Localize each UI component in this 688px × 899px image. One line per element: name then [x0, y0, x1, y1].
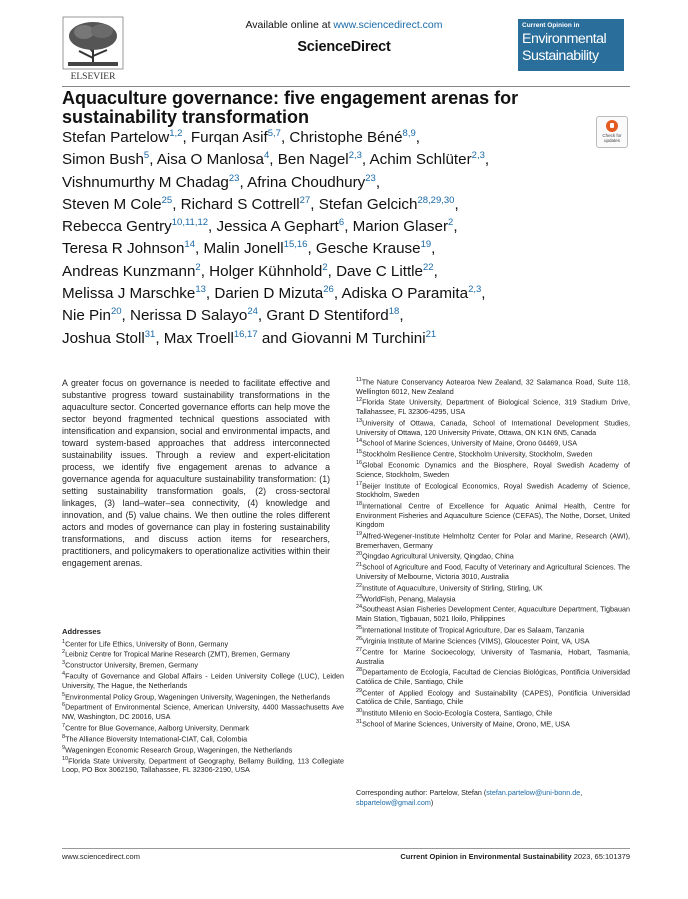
address-entry	[356, 687, 630, 707]
address-number: 3	[62, 660, 66, 667]
address-text: Qingdao Agricultural University, Qingdao, China	[362, 551, 514, 561]
author-name: Stefan Gelcich	[318, 195, 418, 213]
author-affiliation-ref[interactable]: 5,7	[267, 128, 281, 139]
corresponding-suffix: )	[430, 797, 434, 807]
addresses-heading: Addresses	[62, 627, 101, 636]
author-separator: ,	[453, 218, 458, 236]
address-text: Southeast Asian Fisheries Development Center, Aquaculture Department, Tigbauan Main Station, Tigbauan, 5021 Iloilo, Philippines	[356, 604, 630, 624]
address-entry	[356, 624, 630, 635]
author-name: Richard S Cottrell	[180, 195, 300, 213]
address-entry	[62, 733, 344, 744]
address-number: 12	[356, 397, 363, 404]
footer-website: www.sciencedirect.com	[62, 852, 140, 861]
author-separator: ,	[310, 195, 319, 213]
author-separator: ,	[200, 262, 210, 280]
address-text: Virginia Institute of Marine Sciences (VIMS), Gloucester Point, VA, USA	[362, 636, 590, 646]
address-number: 18	[356, 500, 363, 507]
address-number: 19	[356, 530, 363, 537]
author-separator: ,	[327, 262, 337, 280]
author-name: Nie Pin	[62, 307, 111, 325]
address-number: 2	[62, 649, 66, 656]
address-entry	[356, 603, 630, 623]
author-separator: ,	[205, 285, 215, 303]
address-number: 27	[356, 646, 363, 653]
author-separator: ,	[415, 129, 420, 146]
address-text: Center of Applied Ecology and Sustainability (CAPES), Pontificia Universidad Católica de Chile, Santiago, Chile	[356, 687, 630, 707]
email-link-primary[interactable]: stefan.partelow@uni-bonn.de	[486, 788, 581, 797]
address-number: 24	[356, 604, 363, 611]
author-separator: and	[257, 329, 292, 347]
address-text: School of Marine Sciences, University of Maine, Orono, ME, USA	[362, 719, 570, 729]
author-affiliation-ref[interactable]: 10,11,12	[171, 217, 209, 229]
author-affiliation-ref[interactable]: 23	[365, 172, 376, 184]
author-separator: ,	[481, 285, 486, 303]
email-link-secondary[interactable]: sbpartelow@gmail.com	[356, 797, 431, 807]
address-entry	[356, 459, 630, 479]
address-number: 11	[356, 377, 362, 383]
author-name: Holger Kühnhold	[209, 262, 323, 280]
author-affiliation-ref[interactable]: 18	[388, 306, 400, 318]
check-updates-label: Check for updates	[602, 133, 622, 143]
address-number: 22	[356, 582, 363, 589]
address-entry	[356, 646, 630, 666]
address-text: Institute of Aquaculture, University of Stirling, Stirling, UK	[362, 583, 543, 592]
address-text: School of Agriculture and Food, Faculty of Veterinary and Agricultural Sciences. The University of Melbourne, Victoria 3010, Australia	[356, 562, 630, 582]
address-number: 5	[62, 691, 66, 698]
author-separator: ,	[375, 173, 381, 191]
address-number: 28	[356, 667, 363, 674]
address-number: 30	[356, 707, 363, 714]
author-separator: ,	[361, 151, 370, 169]
address-number: 21	[356, 562, 363, 569]
address-text: Global Economic Dynamics and the Biosphere, Royal Swedish Academy of Science, Stockholm, Sweden	[356, 460, 630, 479]
journal-title-line-2: Sustainability	[522, 48, 599, 64]
address-entry	[356, 718, 630, 729]
author-name: Darien D Mizuta	[214, 285, 324, 303]
author-affiliation-ref[interactable]: 19	[420, 239, 432, 251]
address-text: Centre for Blue Governance, Aalborg University, Denmark	[65, 723, 250, 733]
author-affiliation-ref[interactable]: 27	[299, 194, 311, 206]
article-title: Aquaculture governance: five engagement arenas for sustainability transformation	[62, 88, 519, 127]
address-entry	[356, 550, 630, 561]
author-separator: ,	[280, 129, 290, 146]
author-name: Furqan Asif	[190, 129, 268, 146]
author-separator: ,	[433, 262, 438, 280]
author-separator: ,	[195, 240, 204, 258]
author-affiliation-ref[interactable]: 20	[110, 306, 122, 318]
address-entry	[62, 701, 344, 721]
check-for-updates-badge[interactable]	[596, 116, 628, 148]
author-affiliation-ref[interactable]: 2	[322, 261, 328, 273]
address-number: 14	[356, 438, 363, 445]
address-entry	[356, 417, 630, 437]
author-separator: ,	[484, 151, 490, 169]
publisher-name: ELSEVIER	[70, 72, 116, 82]
author-separator: ,	[239, 173, 248, 191]
address-entry	[356, 448, 630, 459]
author-name: Rebecca Gentry	[62, 218, 172, 236]
address-entry	[356, 635, 630, 646]
address-number: 20	[356, 551, 363, 558]
address-entry	[62, 722, 344, 733]
author-separator: ,	[307, 240, 316, 258]
corresponding-author	[356, 788, 630, 807]
address-entry	[356, 396, 630, 416]
addresses-left	[62, 627, 344, 775]
author-affiliation-ref[interactable]: 2,3	[471, 150, 485, 162]
author-affiliation-ref[interactable]: 21	[425, 328, 437, 340]
address-text: Centre for Marine Socioecology, University of Tasmania, Hobart, Tasmania, Australia	[356, 647, 630, 666]
author-name: Malin Jonell	[203, 240, 284, 258]
address-number: 25	[356, 624, 363, 631]
address-text: School of Marine Sciences, University of Maine, Orono 04469, USA	[362, 438, 578, 448]
author-affiliation-ref[interactable]: 2	[448, 217, 454, 229]
author-name: Simon Bush	[62, 151, 144, 169]
address-number: 23	[356, 593, 363, 600]
author-name: Marion Glaser	[352, 218, 449, 236]
address-text: Florida State University, Department of Biological Science, 319 Stadium Drive, Tallahassee, FL 32306-4295, USA	[356, 397, 630, 417]
address-entry	[356, 666, 630, 686]
journal-large-title	[522, 31, 606, 65]
address-text: WorldFish, Penang, Malaysia	[362, 593, 456, 603]
bookmark-icon	[606, 120, 618, 132]
author-name: Adiska O Paramita	[341, 285, 469, 303]
author-name: Achim Schlüter	[369, 151, 472, 169]
author-name: Andreas Kunzmann	[62, 262, 196, 280]
footer-citation	[330, 852, 630, 861]
author-affiliation-ref[interactable]: 22	[423, 261, 434, 273]
corresponding-separator: ,	[580, 788, 583, 797]
author-separator: ,	[182, 129, 191, 146]
author-name: Melissa J Marschke	[62, 285, 196, 303]
address-entry	[356, 437, 630, 448]
address-text: Faculty of Governance and Global Affairs - Leiden University College (LUC), Leiden University, The Hague, the Netherlands	[62, 671, 344, 691]
corresponding-prefix: Corresponding author: Partelow, Stefan (	[356, 788, 487, 797]
address-entry	[356, 561, 630, 581]
address-entry	[356, 707, 630, 718]
address-entry	[62, 638, 344, 649]
header-divider	[62, 86, 630, 87]
author-name: Afrina Choudhury	[247, 173, 366, 191]
address-entry	[62, 744, 344, 755]
author-name: Grant D Stentiford	[266, 307, 389, 325]
address-text: Wageningen Economic Research Group, Wageningen, the Netherlands	[65, 745, 293, 755]
author-separator: ,	[155, 329, 164, 347]
address-entry	[356, 376, 630, 396]
author-affiliation-ref[interactable]: 4	[264, 150, 270, 162]
address-text: The Alliance Bioversity International-CIAT, Cali, Colombia	[65, 734, 248, 744]
addresses-right	[356, 376, 630, 729]
available-prefix: Available online at	[245, 19, 334, 31]
address-entry	[62, 648, 344, 659]
author-name: Joshua Stoll	[62, 329, 145, 347]
author-separator: ,	[333, 285, 342, 303]
address-number: 16	[356, 460, 363, 467]
author-affiliation-ref[interactable]: 15,16	[283, 239, 308, 251]
address-entry	[62, 659, 344, 670]
author-separator: ,	[269, 151, 278, 169]
address-number: 4	[62, 671, 66, 678]
author-name: Stefan Partelow	[62, 129, 170, 146]
address-text: International Institute of Tropical Agriculture, Dar es Salaam, Tanzania	[362, 625, 585, 635]
author-affiliation-ref[interactable]: 2,3	[348, 150, 362, 162]
address-text: Alfred-Wegener-Institute Helmholtz Center for Polar and Marine, Research (AWI), Bremerhaven, Germany	[356, 531, 630, 550]
abstract: A greater focus on governance is needed to facilitate effective and substantive progress toward sustainability transformations in the aquaculture sector. Concerted governance efforts can help move the sector beyond fragmented technical questions associated with intensification and expansion, social and environmental impacts, and toward system-based approaches that address interconnected sustainability issues. Through a review and expert-elicitation process, we identify five engagement arenas to advance a governance agenda for aquaculture sustainability transformation: (1) setting sustainability transformation goals, (2) cross-sectoral linkages, (3) land–water–sea connectivity, (4) knowledge and innovation, and (5) value chains. We then outline the roles different actors and modes of governance can play in fostering sustainability transformations, and discuss action items for researchers, practitioners, and policymakers to operationalize activities within their engagement arenas.	[62, 378, 330, 569]
address-entry	[62, 691, 344, 702]
author-affiliation-ref[interactable]: 16,17	[233, 328, 258, 340]
footer-divider	[62, 848, 630, 849]
address-text: Departamento de Ecología, Facultad de Ciencias Biológicas, Pontificia Universidad Católica de Chile, Santiago, Chile	[356, 667, 630, 686]
author-separator: ,	[149, 151, 157, 169]
address-entry	[62, 755, 344, 775]
address-text: Center for Life Ethics, University of Bonn, Germany	[65, 638, 229, 648]
author-affiliation-ref[interactable]: 8,9	[402, 128, 416, 139]
author-affiliation-ref[interactable]: 2	[195, 261, 201, 273]
author-affiliation-ref[interactable]: 28,29,30	[417, 194, 455, 206]
author-affiliation-ref[interactable]: 26	[323, 284, 334, 296]
address-number: 8	[62, 733, 66, 740]
address-number: 17	[356, 480, 363, 487]
address-text: Instituto Milenio en Socio-Ecología Costera, Santiago, Chile	[362, 708, 553, 718]
author-name: Jessica A Gephart	[216, 218, 339, 236]
author-name: Teresa R Johnson	[62, 240, 185, 258]
author-separator: ,	[399, 307, 404, 325]
author-affiliation-ref[interactable]: 14	[184, 239, 195, 251]
author-list	[62, 127, 582, 350]
address-text: Environmental Policy Group, Wageningen University, Wageningen, the Netherlands	[65, 691, 331, 701]
address-entry	[356, 480, 630, 500]
author-name: Dave C Little	[336, 262, 424, 280]
address-number: 6	[62, 702, 66, 709]
address-text: Leibniz Centre for Tropical Marine Research (ZMT), Bremen, Germany	[65, 649, 290, 659]
address-entry	[356, 593, 630, 604]
author-separator: ,	[431, 240, 436, 258]
author-separator: ,	[121, 307, 130, 325]
author-name: Giovanni M Turchini	[291, 329, 426, 347]
address-number: 15	[356, 449, 363, 456]
author-name: Christophe Béné	[289, 129, 403, 146]
platform-name: ScienceDirect	[297, 39, 391, 55]
author-name: Ben Nagel	[277, 151, 349, 169]
address-number: 9	[62, 744, 66, 751]
author-affiliation-ref[interactable]: 2,3	[468, 284, 482, 296]
author-affiliation-ref[interactable]: 23	[228, 172, 240, 184]
address-text: Constructor University, Bremen, Germany	[65, 660, 198, 670]
address-entry	[356, 582, 630, 593]
author-affiliation-ref[interactable]: 13	[195, 284, 206, 296]
author-separator: ,	[172, 195, 181, 213]
address-number: 26	[356, 635, 363, 642]
author-name: Nerissa D Salayo	[130, 307, 248, 325]
journal-small-title: Current Opinion in	[522, 22, 580, 29]
address-number: 29	[356, 687, 363, 694]
author-name: Max Troell	[163, 329, 234, 347]
address-entry	[356, 500, 630, 530]
author-affiliation-ref[interactable]: 31	[144, 328, 156, 340]
author-affiliation-ref[interactable]: 5	[143, 150, 150, 162]
address-number: 1	[62, 638, 66, 645]
address-text: Stockholm Resilience Centre, Stockholm University, Stockholm, Sweden	[362, 449, 593, 459]
author-name: Vishnumurthy M Chadag	[62, 173, 229, 191]
author-separator: ,	[257, 307, 267, 325]
address-number: 13	[356, 417, 363, 424]
address-number: 7	[62, 722, 66, 729]
author-name: Steven M Cole	[62, 195, 162, 213]
address-text: Beijer Institute of Ecological Economics, Royal Swedish Academy of Science, Stockholm, Sweden	[356, 480, 630, 500]
address-text: International Centre of Excellence for Aquatic Animal Health, Centre for Environment Fisheries and Aquaculture Science (CEFAS), The Nothe, Dorset, United Kingdom	[356, 501, 630, 530]
address-number: 31	[356, 718, 363, 725]
author-name: Gesche Krause	[315, 240, 421, 258]
author-name: Aisa O Manlosa	[156, 151, 264, 169]
address-entry	[356, 530, 630, 550]
author-separator: ,	[208, 218, 217, 236]
journal-cover	[518, 19, 624, 71]
author-affiliation-ref[interactable]: 1,2	[169, 128, 183, 139]
address-text: Department of Environmental Science, American University, 4400 Massachusetts Ave NW, Washington, DC 20016, USA	[62, 702, 344, 722]
address-list-left	[62, 638, 344, 775]
author-affiliation-ref[interactable]: 6	[338, 217, 345, 229]
author-affiliation-ref[interactable]: 24	[247, 306, 258, 318]
address-text: The Nature Conservancy Aotearoa New Zealand, 32 Salamanca Road, Suite 118, Wellington 6012, New Zealand	[356, 377, 630, 396]
author-separator: ,	[454, 195, 459, 213]
footer-journal: Current Opinion in Environmental Sustainability	[400, 852, 572, 861]
address-entry	[62, 670, 344, 690]
author-separator: ,	[344, 218, 353, 236]
address-number: 10	[62, 755, 69, 762]
address-text: Florida State University, Department of Geography, Bellamy Building, 113 Collegiate Loop, PO Box 3062190, Tallahassee, FL 32306-2190, USA	[62, 755, 344, 775]
address-text: University of Ottawa, Canada, School of International Development Studies, University of Ottawa, 120 University Private, Ottawa, ON K1N 6N5, Canada	[356, 418, 630, 437]
footer-volume: 2023, 65:101379	[571, 852, 630, 861]
author-affiliation-ref[interactable]: 25	[161, 194, 173, 206]
sciencedirect-link[interactable]: www.sciencedirect.com	[333, 19, 443, 31]
journal-title-line-1: Environmental	[522, 31, 607, 47]
